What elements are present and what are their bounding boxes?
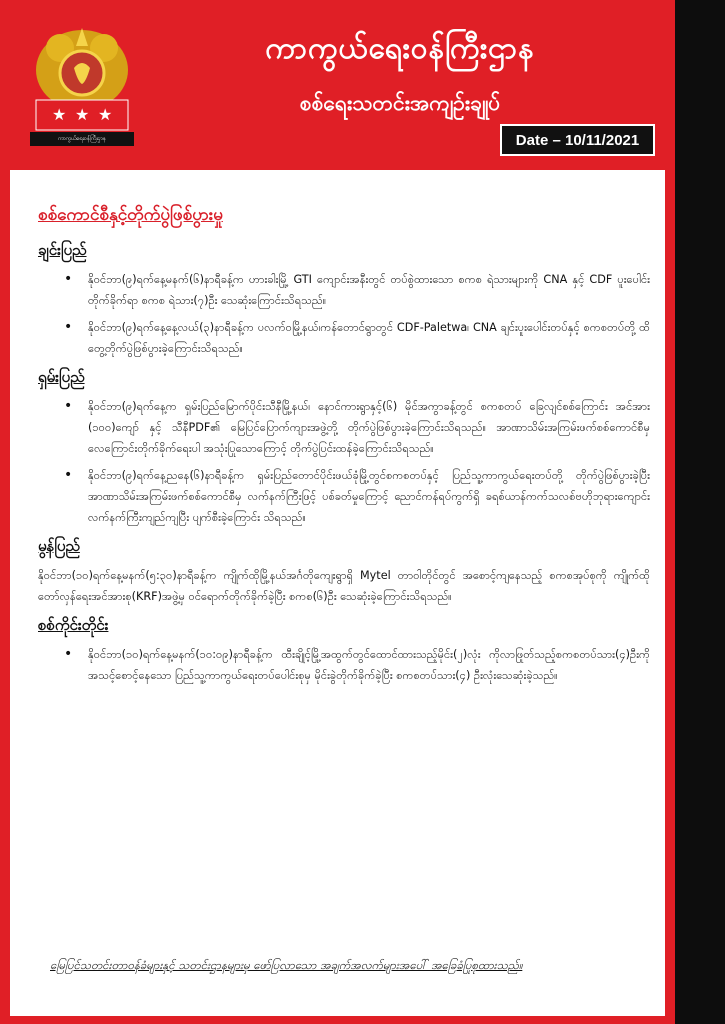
bulletin-content [38,205,650,694]
item-list [38,396,650,528]
right-border-strip [665,170,675,1024]
section-title: ရှမ်းပြည် [38,368,85,386]
section-mon [38,536,650,607]
svg-text:★: ★ [75,105,90,124]
left-border-strip [0,170,10,1024]
section-title: ချင်းပြည် [38,241,87,259]
right-dark-band [675,0,725,1024]
list-item: • နိုဝင်ဘာ(၉)ရက်နေ့ညနေ(၆)နာရီခန့်က ရှမ်းပြည်တောင်ပိုင်းဖယ်ခုံမြို့တွင်စကစတပ်နှင့် ပြည်သူ့ကာကွယ်ရေးတပ်တို့ တိုက်ပွဲဖြစ်ပွားခဲ့ပြီး အာဏာသိမ်းအကြမ်းဖက်စစ်ကောင်စီမှ လက်နက်ကြီးဖြင့် ပစ်ခတ်မှုကြောင့် ညောင်ကန်ရပ်ကွက်ရှိ ခရစ်ယာန်ကက်သလစ်ဗဟိုဘုရားကျောင်း လက်နက်ကြီးကျည်ကျပြီး ပျက်စီးခဲ့ကြောင်း သိရသည်။ [64,465,650,528]
item-list [38,644,650,686]
bottom-border-strip [0,1016,675,1024]
section-shan [38,367,650,528]
footer-source-note: မြေပြင်သတင်းတာဝန်ခံများနှင့် သတင်းဌာနများမှ ဖော်ပြလာသော အချက်အလက်များအပေါ် အခြေခံပြုစုထားသည်။ [50,958,523,972]
list-item: • နိုဝင်ဘာ(၉)ရက်နေ့က ရှမ်းပြည်မြောက်ပိုင်းသီနီမြို့နယ်၊ နောင်ကားရွာနှင့်(၆) မိုင်အကွာခန့်တွင် စကစတပ် ခြေလျင်စစ်ကြောင်း အင်အား (၁၀၀)ကျော် နှင့် သီနီPDF၏ မြေပြင်ပြောက်ကျားအဖွဲ့တို့ တိုက်ပွဲဖြစ်ပွားခဲ့ကြောင်းသိရသည်။ အာဏာသိမ်းအကြမ်းဖက်စစ်ကောင်စီမှ လေကြောင်းတိုက်ခိုက်ရေးပါ အသုံးပြုသောကြောင့် တိုက်ပွဲပြင်းထန်ခဲ့ကြောင်းသိရသည်။ [64,396,650,459]
ministry-title: ကာကွယ်ရေးဝန်ကြီးဌာန [265,31,535,66]
bulletin-subtitle: စစ်ရေးသတင်းအကျဉ်းချုပ် [299,91,501,115]
list-item: • နိုဝင်ဘာ(၉)ရက်နေ့မနက်(၆)နာရီခန့်က ဟားခါးမြို့ GTI ကျောင်းအနီးတွင် တပ်စွဲထားသော စကစ ရဲသားများကို CNA နှင့် CDF ပူးပေါင်းတိုက်ခိုက်ရာ စကစ ရဲသား(၇)ဦး သေဆုံးကြောင်းသိရသည်။ [64,269,650,311]
svg-text:★: ★ [98,105,113,124]
list-item: • နိုဝင်ဘာ(၉)ရက်နေ့နေ့လယ်(၃)နာရီခန့်က ပလက်ဝမြို့နယ်၊ကန်တောင်ရွာတွင် CDF-Paletwa၊ CNA ချင်းပူးပေါင်းတပ်နှင့် စကစတပ်တို့ ထိတွေ့တိုက်ပွဲဖြစ်ပွားခဲ့ကြောင်းသိရသည်။ [64,317,650,359]
list-item: • နိုဝင်ဘာ(၁၀)ရက်နေ့မနက်(၁၀:၀၉)နာရီခန့်က ထီးချိုင့်မြို့အထွက်တွင်ထောင်ထားသည့်မိုင်း(၂)လုံး ကိုလာဖြုတ်သည့်စကစတပ်သား(၄)ဦးကို အသင့်စောင့်နေသော ပြည်သူ့ကာကွယ်ရေးတပ်ပေါင်းစုမှ မိုင်းခွဲတိုက်ခိုက်ခဲ့ပြီး စကစတပ်သား(၄) ဦးလုံးသေဆုံးခဲ့သည်။ [64,644,650,686]
header-banner [0,0,675,170]
ministry-emblem-icon [30,18,134,140]
main-heading: စစ်ကောင်စီနှင့်တိုက်ပွဲဖြစ်ပွားမှု [38,205,223,225]
section-title: မွန်ပြည် [38,537,80,555]
svg-text:★: ★ [52,105,67,124]
section-sagaing [38,615,650,686]
section-chin [38,240,650,359]
section-paragraph: နိုဝင်ဘာ(၁၀)ရက်နေ့မနက်(၅:၃၀)နာရီခန့်က ကျိုက်ထိုမြို့နယ်အင်္ဂတိုကျေးရွာရှိ Mytel တာဝါတိုင်တွင် အစောင့်ကျနေသည့် စကစအုပ်စုကို ကျိုက်ထိုတော်လှန်ရေးအင်အားစု(KRF)အဖွဲ့မှ ဝင်ရောက်တိုက်ခိုက်ခဲ့ပြီး စကစ(၆)ဦး သေဆုံးခဲ့ကြောင်းသိရသည်။ [38,569,650,603]
logo-caption: ကာကွယ်ရေးဝန်ကြီးဌာန [30,132,134,146]
date-badge: Date – 10/11/2021 [500,124,655,156]
item-list [38,269,650,359]
section-title: စစ်ကိုင်းတိုင်း [38,616,109,634]
